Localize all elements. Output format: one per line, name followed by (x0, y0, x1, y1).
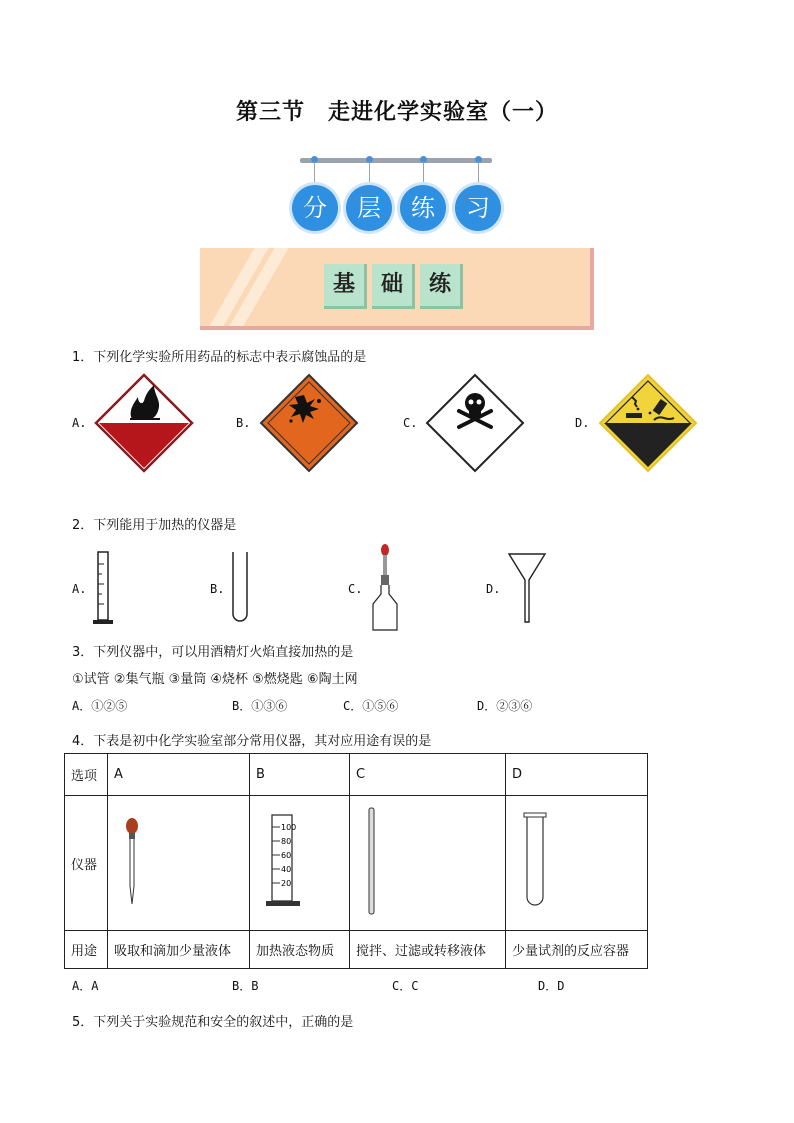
layer-char: 分 (292, 185, 338, 231)
rail-string (478, 162, 479, 184)
test-tube-icon (229, 550, 251, 626)
glass-rod-icon (362, 806, 382, 916)
q3-option-b: B．①③⑥ (232, 699, 288, 713)
cylinder-tick-label: 100 (281, 823, 297, 832)
layer-char: 习 (455, 185, 501, 231)
question-2: 2．下列能用于加热的仪器是 (72, 518, 237, 533)
table-row-label: 仪器 (65, 796, 108, 931)
table-cell: 少量试剂的反应容器 (506, 931, 648, 969)
table-row (65, 754, 648, 796)
q1-option-b: B. (236, 416, 251, 430)
q3-option-c: C．①⑤⑥ (343, 699, 399, 713)
q4-option-b: B．B (232, 979, 259, 993)
cylinder-tick-label: 80 (281, 837, 292, 846)
q2-option-c: C. (348, 582, 363, 596)
q2-option-d: D. (486, 582, 501, 596)
q2-option-a: A. (72, 582, 87, 596)
q4-option-a: A．A (72, 979, 99, 993)
q4-option-d: D．D (538, 979, 565, 993)
measuring-cylinder-icon (264, 811, 314, 911)
q3-option-a: A．①②⑤ (72, 699, 128, 713)
table-row (65, 931, 648, 969)
q3-items: ①试管 ②集气瓶 ③量筒 ④烧杯 ⑤燃烧匙 ⑥陶土网 (72, 672, 358, 687)
corrosive-hazard-icon (598, 373, 698, 473)
q1-option-d: D. (575, 416, 590, 430)
table-header-cell: 选项 (65, 754, 108, 796)
question-3: 3．下列仪器中，可以用酒精灯火焰直接加热的是 (72, 645, 354, 660)
q2-option-b: B. (210, 582, 225, 596)
question-5: 5．下列关于实验规范和安全的叙述中，正确的是 (72, 1015, 354, 1030)
funnel-icon (507, 552, 547, 624)
table-header-cell: D (506, 754, 648, 796)
layer-char: 层 (346, 185, 392, 231)
q3-option-d: D．②③⑥ (477, 699, 533, 713)
question-1: 1．下列化学实验所用药品的标志中表示腐蚀品的是 (72, 350, 367, 365)
test-tube-icon (520, 811, 550, 911)
table-cell (506, 796, 648, 931)
graduated-cylinder-icon (92, 550, 118, 626)
table-header-cell: C (350, 754, 506, 796)
table-cell (108, 796, 250, 931)
rail-string (369, 162, 370, 184)
table-cell (250, 796, 350, 931)
table-header-cell: B (250, 754, 350, 796)
question-4: 4．下表是初中化学实验室部分常用仪器，其对应用途有误的是 (72, 734, 432, 749)
banner-char: 础 (372, 264, 415, 309)
header-rail (300, 158, 492, 163)
explosive-hazard-icon (259, 373, 359, 473)
cylinder-tick-label: 60 (281, 851, 292, 860)
table-cell (350, 796, 506, 931)
table-header-cell: A (108, 754, 250, 796)
instrument-table (64, 753, 648, 969)
page-title: 第三节 走进化学实验室（一） (235, 100, 558, 125)
flammable-hazard-icon (94, 373, 194, 473)
banner-char: 基 (324, 264, 367, 309)
table-cell: 吸取和滴加少量液体 (108, 931, 250, 969)
table-row-label: 用途 (65, 931, 108, 969)
table-cell: 搅拌、过滤或转移液体 (350, 931, 506, 969)
rail-string (423, 162, 424, 184)
table-row (65, 796, 648, 931)
rail-string (314, 162, 315, 184)
cylinder-tick-label: 20 (281, 879, 292, 888)
q4-option-c: C．C (392, 979, 419, 993)
q1-option-a: A. (72, 416, 87, 430)
table-cell: 加热液态物质 (250, 931, 350, 969)
dropper-bottle-icon (367, 542, 403, 632)
cylinder-tick-label: 40 (281, 865, 292, 874)
banner-char: 练 (420, 264, 463, 309)
rubber-dropper-icon (122, 816, 142, 906)
toxic-hazard-icon (425, 373, 525, 473)
layer-char: 练 (400, 185, 446, 231)
q1-option-c: C. (403, 416, 418, 430)
